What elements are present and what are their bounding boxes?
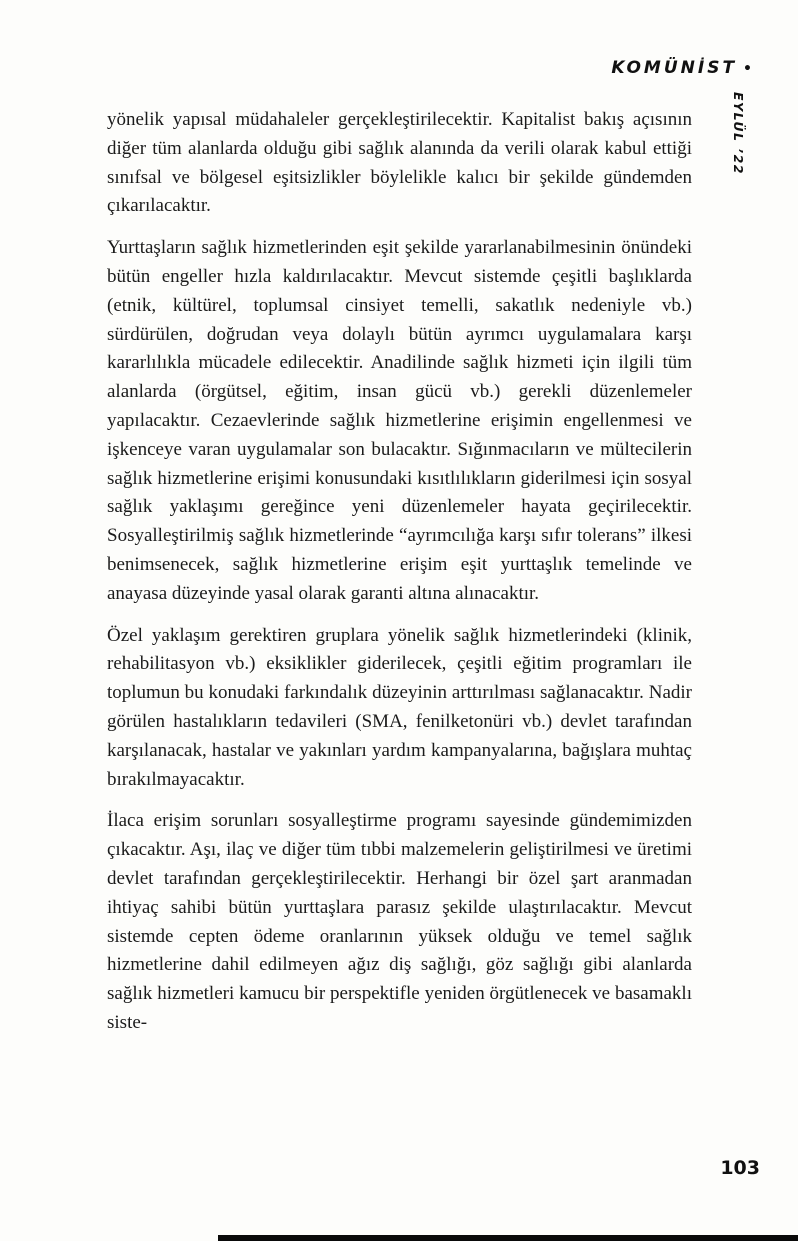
running-head <box>611 58 752 78</box>
paragraph-3: Özel yaklaşım gerektiren gruplara yönelik sağlık hizmetlerindeki (klinik, rehabilitasyon vb.) eksiklikler giderilecek, çeşitli eğitim programları ile toplumun bu konudaki farkındalık düzeyinin arttırılması sağlanacaktır. Nadir görülen hastalıkların tedavileri (SMA, fenilketonüri vb.) devlet tarafından karşılanacak, hastalar ve yakınları yardım kampanyalarına, bağışlara muhtaç bırakılmayacaktır. <box>107 624 692 790</box>
paragraph-1: yönelik yapısal müdahaleler gerçekleştirilecektir. Kapitalist bakış açısının diğer tüm alanlarda olduğu gibi sağlık alanında da verili olarak kabul ettiği sınıfsal ve bölgesel eşitsizlikler böylelikle kalıcı bir şekilde gündemden çıkarılacaktır. <box>107 109 692 217</box>
scan-edge-artifact <box>218 1235 798 1241</box>
paragraph-2: Yurttaşların sağlık hizmetlerinden eşit şekilde yararlanabilmesinin önündeki bütün engeller hızla kaldırılacaktır. Mevcut sistemde çeşitli başlıklarda (etnik, kültürel, toplumsal cinsiyet temelli, sakatlık nedeniyle vb.) sürdürülen, doğrudan veya dolaylı bütün ayrımcı uygulamalara karşı kararlılıkla mücadele edilecektir. Anadilinde sağlık hizmeti için ilgili tüm alanlarda (örgütsel, eğitim, insan gücü vb.) gerekli düzenlemeler yapılacaktır. Cezaevlerinde sağlık hizmetlerine erişimin engellenmesi ve işkenceye varan uygulamalar son bulacaktır. Sığınmacıların ve mültecilerin sağlık hizmetlerine erişimi konusundaki kısıtlılıkların giderilmesi için sosyal sağlık yaklaşımı gereğince yeni düzenlemeler hayata geçirilecektir. Sosyalleştirilmiş sağlık hizmetlerinde “ayrımcılığa karşı sıfır tolerans” ilkesi benimsenecek, sağlık hizmetlerine erişim eşit yurttaşlık temelinde ve anayasa düzeyinde yasal olarak garanti altına alınacaktır. <box>107 237 692 604</box>
article-body <box>107 106 692 1051</box>
paragraph-4: İlaca erişim sorunları sosyalleştirme programı sayesinde gündemimizden çıkacaktır. Aşı, ilaç ve diğer tüm tıbbi malzemelerin geliştirilmesi ve üretimi devlet tarafından gerçekleştirilecektir. Herhangi bir özel şart aranmadan ihtiyaç sahibi bütün yurttaşlara parasız şekilde ulaştırılacaktır. Mevcut sistemde cepten ödeme oranlarının yüksek olduğu ve temel sağlık hizmetlerine dahil edilmeyen ağız diş sağlığı, göz sağlığı gibi alanlarda sağlık hizmetleri kamucu bir perspektifle yeniden örgütlenecek ve basamaklı siste- <box>107 810 692 1033</box>
issue-date-vertical: EYLÜL ’22 <box>731 92 746 175</box>
page-number: 103 <box>720 1157 760 1179</box>
bullet-icon: • <box>743 61 752 77</box>
magazine-title: KOMÜNİST <box>611 58 738 78</box>
